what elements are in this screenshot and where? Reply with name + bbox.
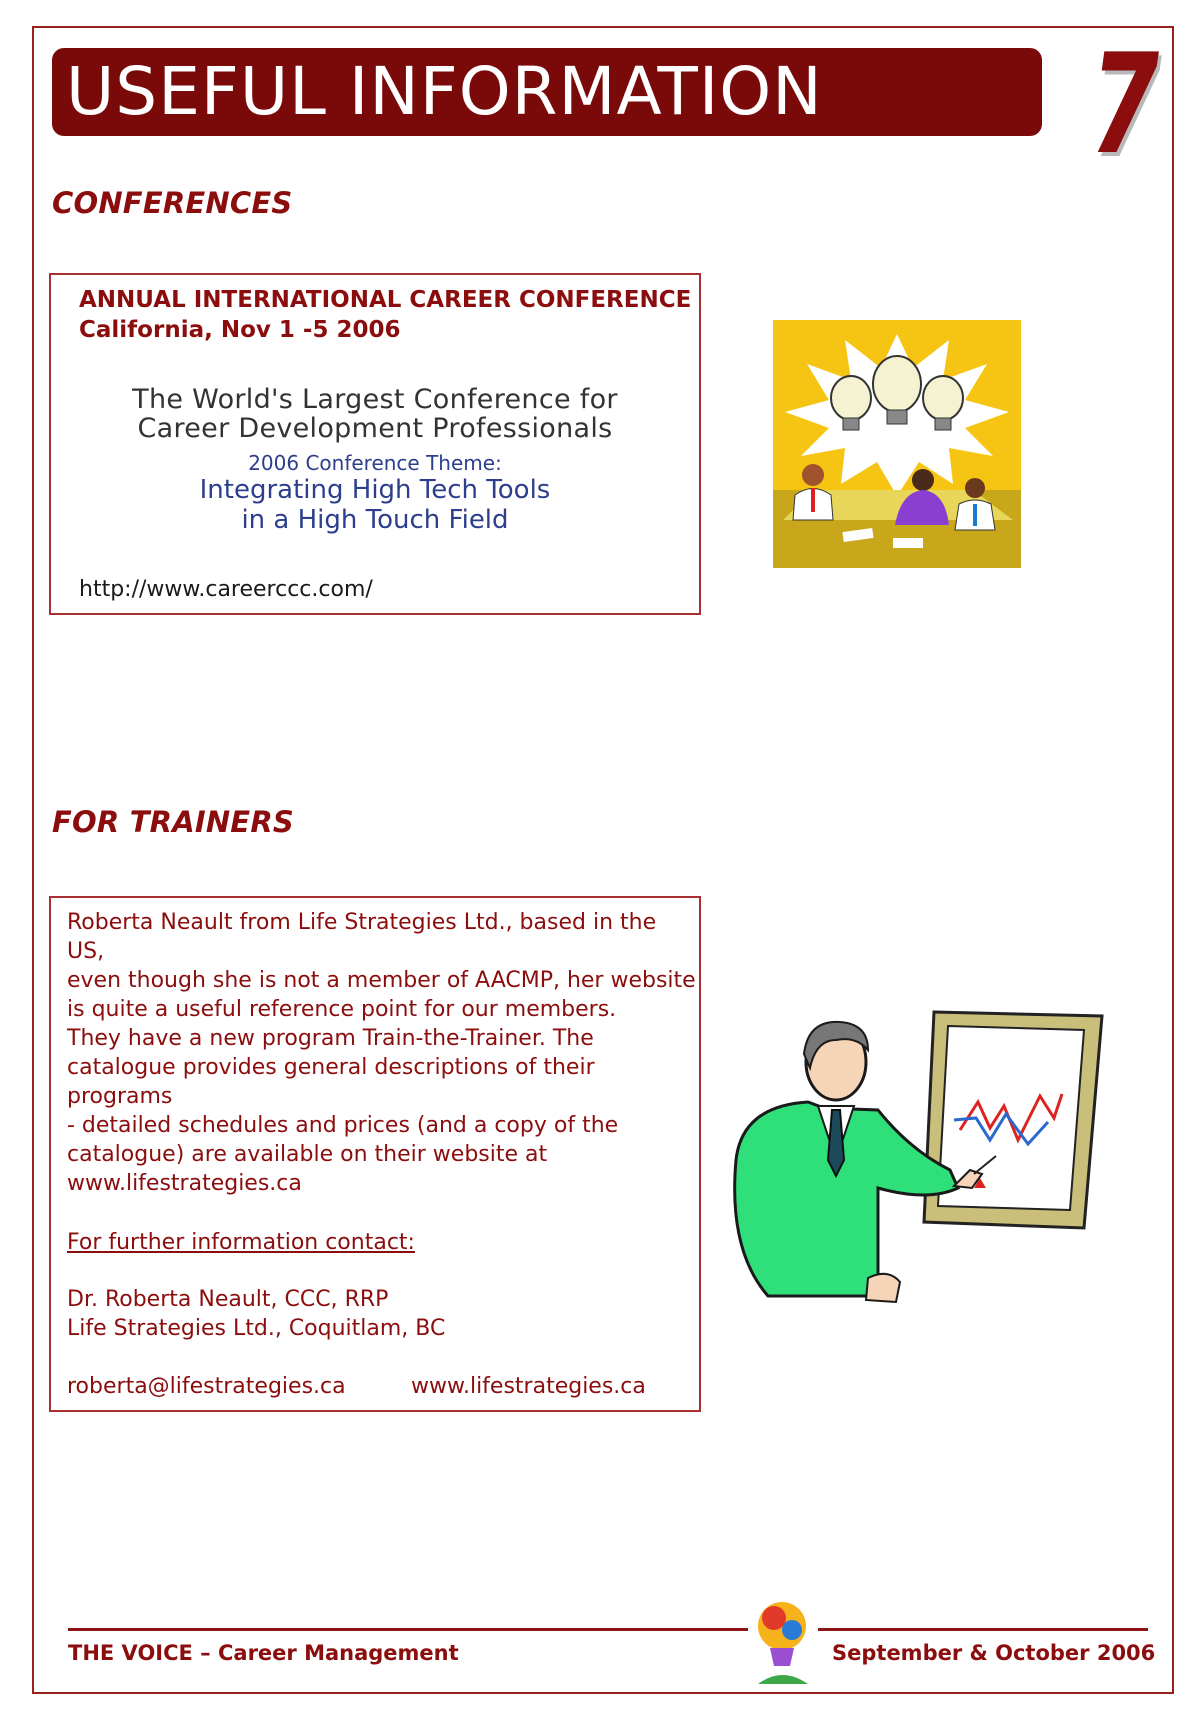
trainers-heading: FOR TRAINERS — [52, 805, 294, 839]
text-line: Roberta Neault from Life Strategies Ltd., based in the US, — [67, 910, 657, 964]
event-title: ANNUAL INTERNATIONAL CAREER CONFERENCE — [79, 287, 692, 313]
trainers-paragraph-2 — [67, 1024, 699, 1198]
conference-url-link[interactable]: http://www.careerccc.com/ — [79, 577, 373, 602]
banner-line-1: The World's Largest Conference for — [132, 384, 618, 415]
text-line: www.lifestrategies.ca — [67, 1171, 302, 1196]
contact-organization: Life Strategies Ltd., Coquitlam, BC — [67, 1316, 446, 1341]
contact-email-link[interactable]: roberta@lifestrategies.ca — [67, 1374, 346, 1399]
footer-rule-right — [818, 1628, 1148, 1631]
text-line: They have a new program Train-the-Trainer. The — [67, 1026, 594, 1051]
page-title: USEFUL INFORMATION — [66, 53, 823, 130]
page-number: 7 — [1090, 24, 1160, 185]
trainers-paragraph-1 — [67, 908, 699, 1024]
banner-theme-label: 2006 Conference Theme: — [248, 451, 502, 475]
contact-label: For further information contact: — [67, 1230, 415, 1255]
lightbulb-logo-icon — [748, 1596, 818, 1690]
banner-theme-line-1: Integrating High Tech Tools — [199, 475, 551, 505]
banner-theme — [51, 475, 699, 535]
event-location-date: California, Nov 1 -5 2006 — [79, 317, 401, 343]
contact-name: Dr. Roberta Neault, CCC, RRP — [67, 1287, 389, 1312]
text-line: - detailed schedules and prices (and a copy of the — [67, 1113, 619, 1138]
text-line: catalogue provides general descriptions of their programs — [67, 1055, 595, 1109]
conferences-heading: CONFERENCES — [52, 186, 293, 220]
banner-theme-line-2: in a High Touch Field — [241, 505, 509, 535]
conference-banner-tagline — [51, 385, 699, 443]
banner-line-2: Career Development Professionals — [137, 413, 613, 444]
text-line: is quite a useful reference point for our members. — [67, 997, 617, 1022]
footer-rule-left — [68, 1628, 748, 1631]
footer-publication: THE VOICE – Career Management — [68, 1641, 459, 1665]
footer-issue-date: September & October 2006 — [832, 1641, 1156, 1665]
lightbulb-meeting-icon — [773, 320, 1021, 568]
text-line: catalogue) are available on their website at — [67, 1142, 548, 1167]
conference-title-block — [79, 285, 691, 345]
conference-box — [49, 273, 701, 615]
presenter-chart-icon — [728, 1010, 1104, 1310]
contact-details — [67, 1285, 445, 1343]
contact-website-link[interactable]: www.lifestrategies.ca — [411, 1374, 646, 1399]
trainers-box — [49, 896, 701, 1412]
text-line: even though she is not a member of AACMP, her website — [67, 968, 696, 993]
